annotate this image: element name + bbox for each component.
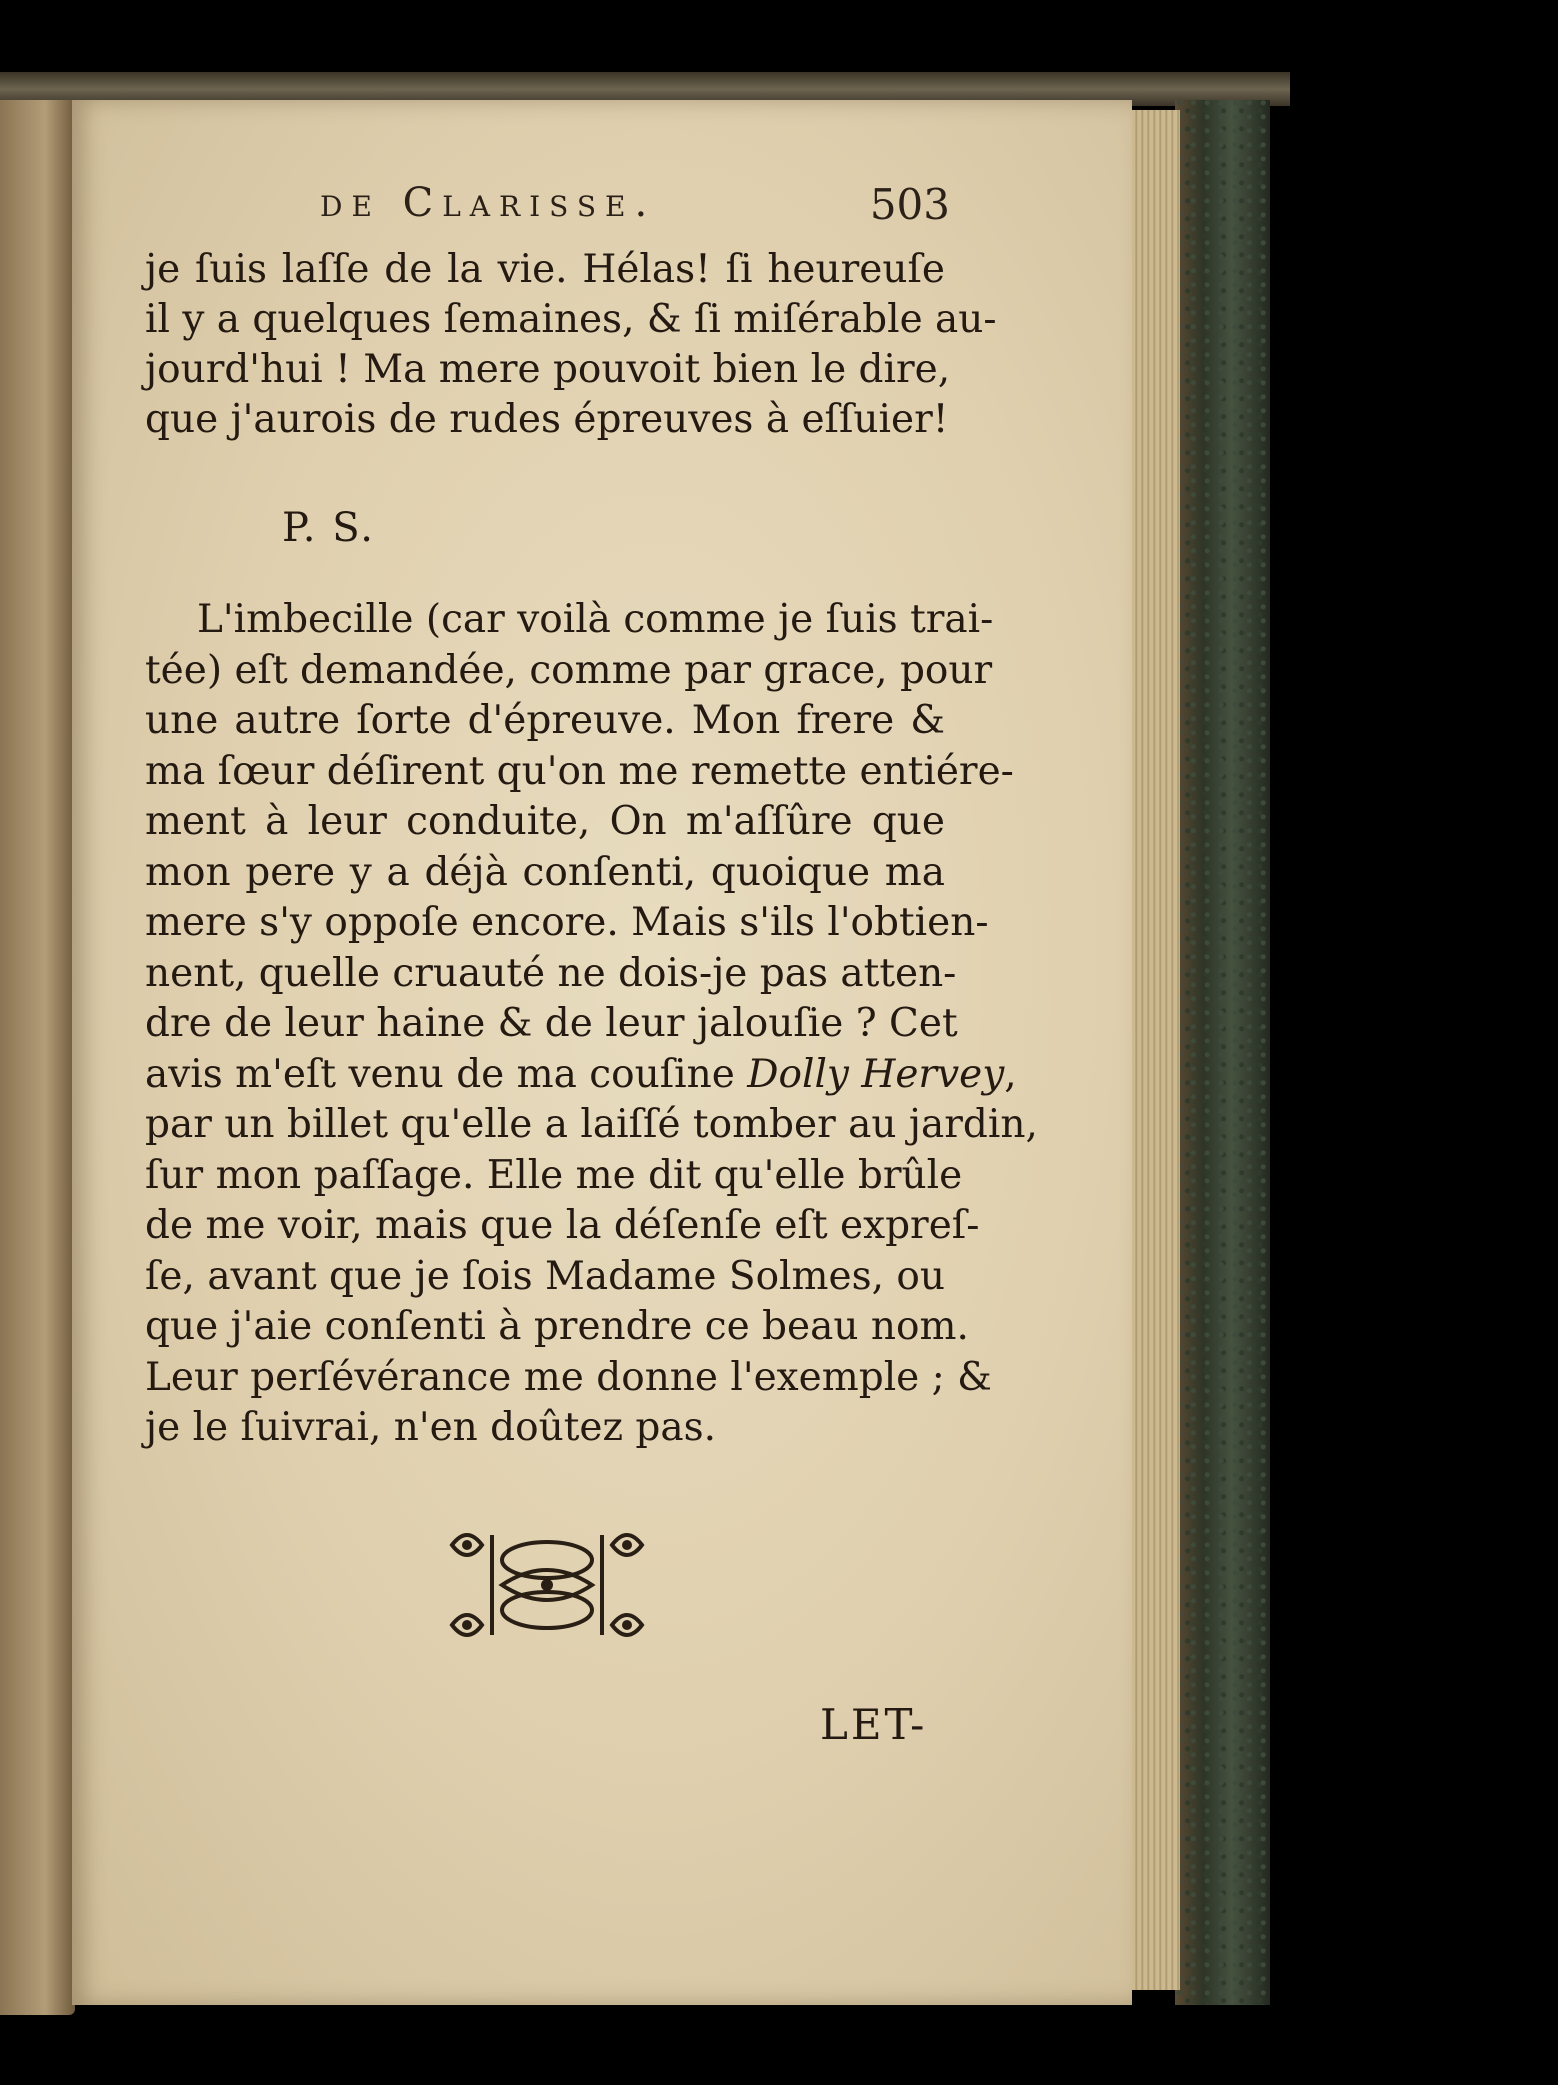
italic-name: Dolly Hervey xyxy=(747,1051,1005,1097)
text-line: par un billet qu'elle a laiſſé tomber au jardin, xyxy=(145,1102,1038,1147)
marbled-cover xyxy=(1175,100,1270,2005)
text-line: ment à leur conduite, On m'aſſûre que xyxy=(145,799,945,844)
text-line: mere s'y oppoſe encore. Mais s'ils l'obtien- xyxy=(145,900,989,945)
text-segment: , xyxy=(1004,1051,1017,1097)
text-line: Leur perſévérance me donne l'exemple ; & xyxy=(145,1354,992,1400)
text-line: nent, quelle cruauté ne dois-je pas atten- xyxy=(145,950,957,996)
postscript-heading: P. S. xyxy=(282,505,375,551)
catchword: LET- xyxy=(820,1700,928,1749)
text-line: ſe, avant que je ſois Madame Solmes, ou xyxy=(145,1253,945,1299)
text-line: ſur mon paſſage. Elle me dit qu'elle brûle xyxy=(145,1152,963,1198)
text-line: ma ſœur déſirent qu'on me remette entiére- xyxy=(145,748,1014,794)
text-line: une autre ſorte d'épreuve. Mon frere & xyxy=(145,698,945,743)
text-segment: avis m'eſt venu de ma couſine xyxy=(145,1051,748,1097)
text-line: que j'aie conſenti à prendre ce beau nom. xyxy=(145,1304,969,1349)
paragraph-1 xyxy=(145,245,997,445)
text-line: dre de leur haine & de leur jalouſie ? Cet xyxy=(145,1001,958,1046)
text-line: que j'aurois de rudes épreuves à eſſuier! xyxy=(145,397,949,442)
running-head xyxy=(320,180,950,240)
text-line: mon pere y a déjà conſenti, quoique ma xyxy=(145,849,945,895)
running-head-title: de Clarisse. xyxy=(320,180,657,226)
floral-ornament-icon xyxy=(432,1515,662,1655)
text-line: tée) eſt demandée, comme par grace, pour xyxy=(145,647,993,693)
page-number: 503 xyxy=(869,180,950,229)
text-line: L'imbecille (car voilà comme je ſuis trai- xyxy=(197,597,994,642)
text-line: jourd'hui ! Ma mere pouvoit bien le dire, xyxy=(145,347,951,392)
paragraph-2 xyxy=(145,595,1038,1454)
facing-page-edge xyxy=(0,100,75,2015)
text-line: il y a quelques ſemaines, & ſi miſérable au- xyxy=(145,297,997,342)
text-line: je le ſuivrai, n'en doûtez pas. xyxy=(145,1405,717,1450)
text-line-with-name xyxy=(145,1050,1017,1101)
text-line: je ſuis laſſe de la vie. Hélas! ſi heureuſe xyxy=(145,247,945,292)
text-line: de me voir, mais que la déſenſe eſt expreſ- xyxy=(145,1203,980,1248)
